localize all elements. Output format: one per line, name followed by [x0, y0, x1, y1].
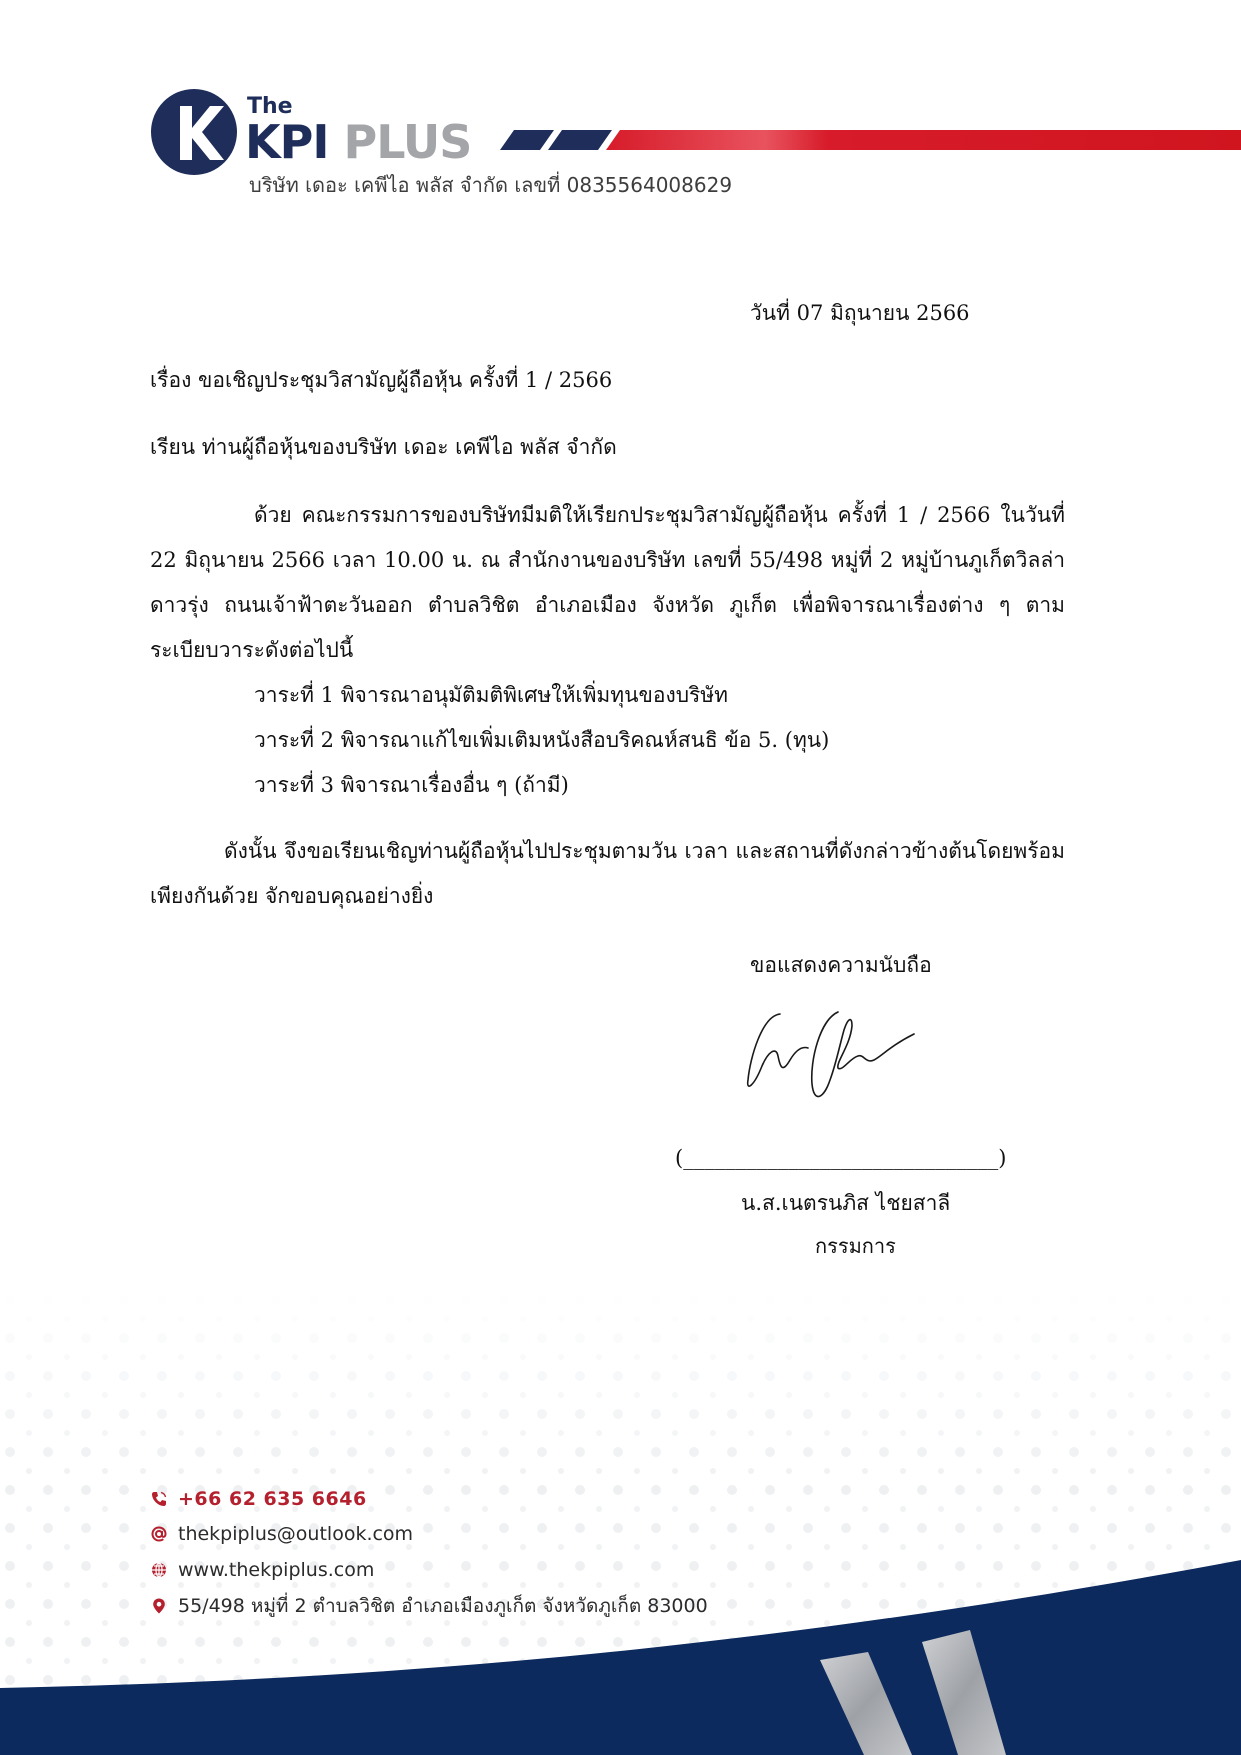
kpi-logo-icon: [150, 88, 238, 176]
location-pin-icon: [150, 1597, 168, 1615]
letter-recipient: เรียน ท่านผู้ถือหุ้นของบริษัท เดอะ เคพีไอ พลัส จำกัด: [150, 435, 617, 459]
signatory-title: กรรมการ: [815, 1234, 896, 1258]
globe-icon: [150, 1561, 168, 1579]
footer-phone: [150, 1485, 367, 1513]
footer-address: [150, 1592, 708, 1620]
company-registration: บริษัท เดอะ เคพีไอ พลัส จำกัด เลขที่ 0835564008629: [249, 173, 733, 197]
brand-plus-text: PLUS: [343, 115, 472, 169]
agenda-item-3: วาระที่ 3 พิจารณาเรื่องอื่น ๆ (ถ้ามี): [254, 773, 569, 797]
signatory-name: น.ส.เนตรนภิส ไชยสาลี: [741, 1191, 951, 1215]
letter-closing-paragraph: ดังนั้น จึงขอเรียนเชิญท่านผู้ถือหุ้นไปประชุมตามวัน เวลา และสถานที่ดังกล่าวข้างต้นโดยพร้อมเพียงกันด้วย จักขอบคุณอย่างยิ่ง: [150, 839, 1065, 908]
footer-email-text: thekpiplus@outlook.com: [178, 1523, 414, 1545]
brand-the-text: The: [247, 94, 293, 119]
signature-line: (______________________________): [675, 1146, 1007, 1170]
brand-name: [245, 116, 471, 168]
letter-date: วันที่ 07 มิถุนายน 2566: [750, 301, 970, 325]
footer-address-text: 55/498 หมู่ที่ 2 ตำบลวิชิต อำเภอเมืองภูเก็ต จังหวัดภูเก็ต 83000: [178, 1595, 708, 1617]
footer-website-text: www.thekpiplus.com: [178, 1559, 375, 1581]
letter-body-intro: ด้วย คณะกรรมการของบริษัทมีมติให้เรียกประชุมวิสามัญผู้ถือหุ้น ครั้งที่ 1 / 2566 ในวันที่ 22 มิถุนายน 2566 เวลา 10.00 น. ณ สำนักงานของบริษัท เลขที่ 55/498 หมู่ที่ 2 หมู่บ้านภูเก็ตวิลล่าดาวรุ่ง ถนนเจ้าฟ้าตะวันออก ตำบลวิชิต อำเภอเมือง จังหวัด ภูเก็ต เพื่อพิจารณาเรื่องต่าง ๆ ตามระเบียบวาระดังต่อไปนี้: [150, 503, 1065, 662]
footer-website: [150, 1556, 374, 1584]
phone-icon: [150, 1490, 168, 1508]
signature-image: [740, 1000, 920, 1110]
letter-subject: เรื่อง ขอเชิญประชุมวิสามัญผู้ถือหุ้น ครั้งที่ 1 / 2566: [150, 368, 613, 392]
letter-salutation: ขอแสดงความนับถือ: [750, 953, 932, 977]
agenda-item-1: วาระที่ 1 พิจารณาอนุมัติมติพิเศษให้เพิ่มทุนของบริษัท: [254, 683, 728, 707]
header-stripes-decoration: [500, 130, 1241, 150]
footer-email: [150, 1520, 413, 1548]
agenda-item-2: วาระที่ 2 พิจารณาแก้ไขเพิ่มเติมหนังสือบริคณห์สนธิ ข้อ 5. (ทุน): [254, 728, 830, 752]
email-icon: [150, 1525, 168, 1543]
footer-phone-text: +66 62 635 6646: [178, 1488, 367, 1510]
brand-kpi-text: KPI: [245, 115, 329, 169]
